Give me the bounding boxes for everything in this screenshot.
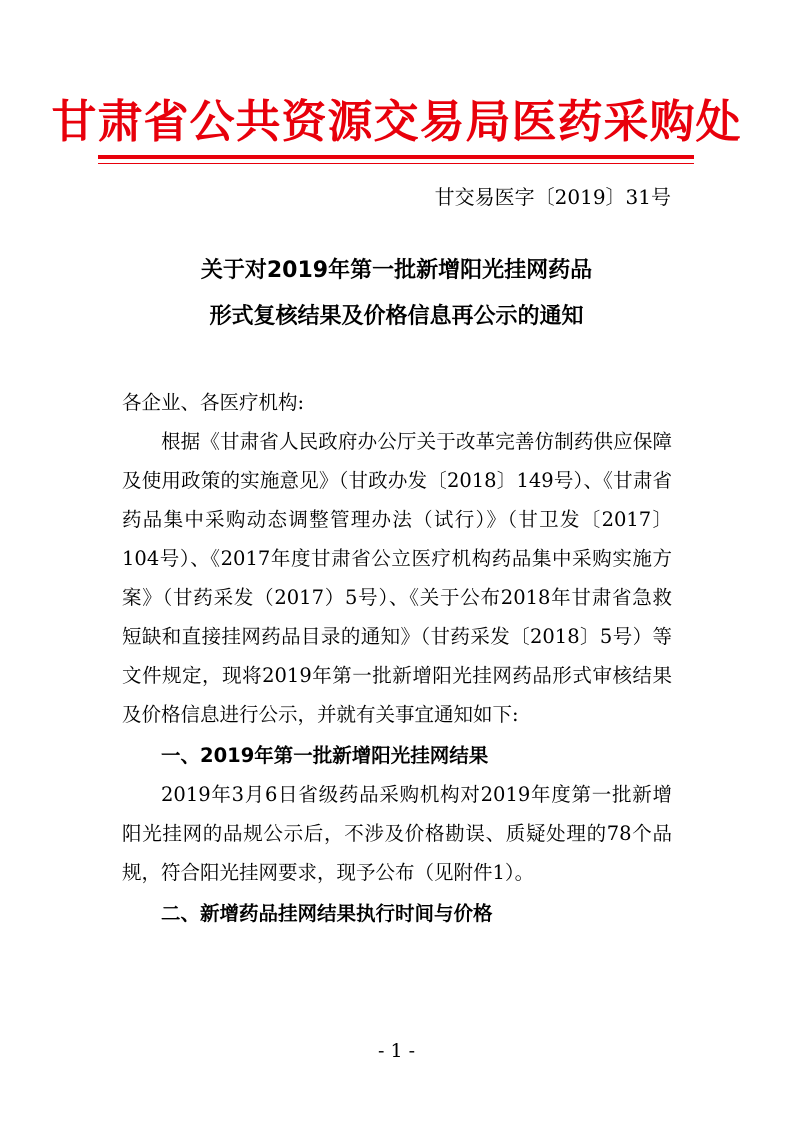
header-rule-thin [98, 163, 694, 164]
page-number: - 1 - [377, 1040, 415, 1062]
header-org-name: 甘肃省公共资源交易局医药采购处 [51, 95, 742, 148]
document-number: 甘交易医字〔2019〕31号 [434, 185, 671, 209]
title-line-1: 关于对2019年第一批新增阳光挂网药品 [200, 258, 593, 283]
salutation: 各企业、各医疗机构: [122, 391, 305, 414]
body-content [122, 383, 672, 933]
section-heading-1: 一、2019年第一批新增阳光挂网结果 [161, 744, 489, 767]
header-rule-thick [98, 155, 694, 159]
paragraph-basis: 根据《甘肃省人民政府办公厅关于改革完善仿制药供应保障及使用政策的实施意见》（甘政办发〔2018〕149号）、《甘肃省药品集中采购动态调整管理办法（试行）》（甘卫发〔2017〕104号）、《2017年度甘肃省公立医疗机构药品集中采购实施方案》（甘药采发（2017）5号）、《关于公布2018年甘肃省急救短缺和直接挂网药品目录的通知》（甘药采发〔2018〕5号）等文件规定，现将2019年第一批新增阳光挂网药品形式审核结果及价格信息进行公示，并就有关事宜通知如下: [122, 430, 672, 726]
section-heading-2: 二、新增药品挂网结果执行时间与价格 [161, 902, 493, 925]
paragraph-results: 2019年3月6日省级药品采购机构对2019年度第一批新增阳光挂网的品规公示后，不涉及价格勘误、质疑处理的78个品规，符合阳光挂网要求，现予公布（见附件1）。 [122, 783, 672, 884]
title-line-2: 形式复核结果及价格信息再公示的通知 [209, 304, 584, 329]
